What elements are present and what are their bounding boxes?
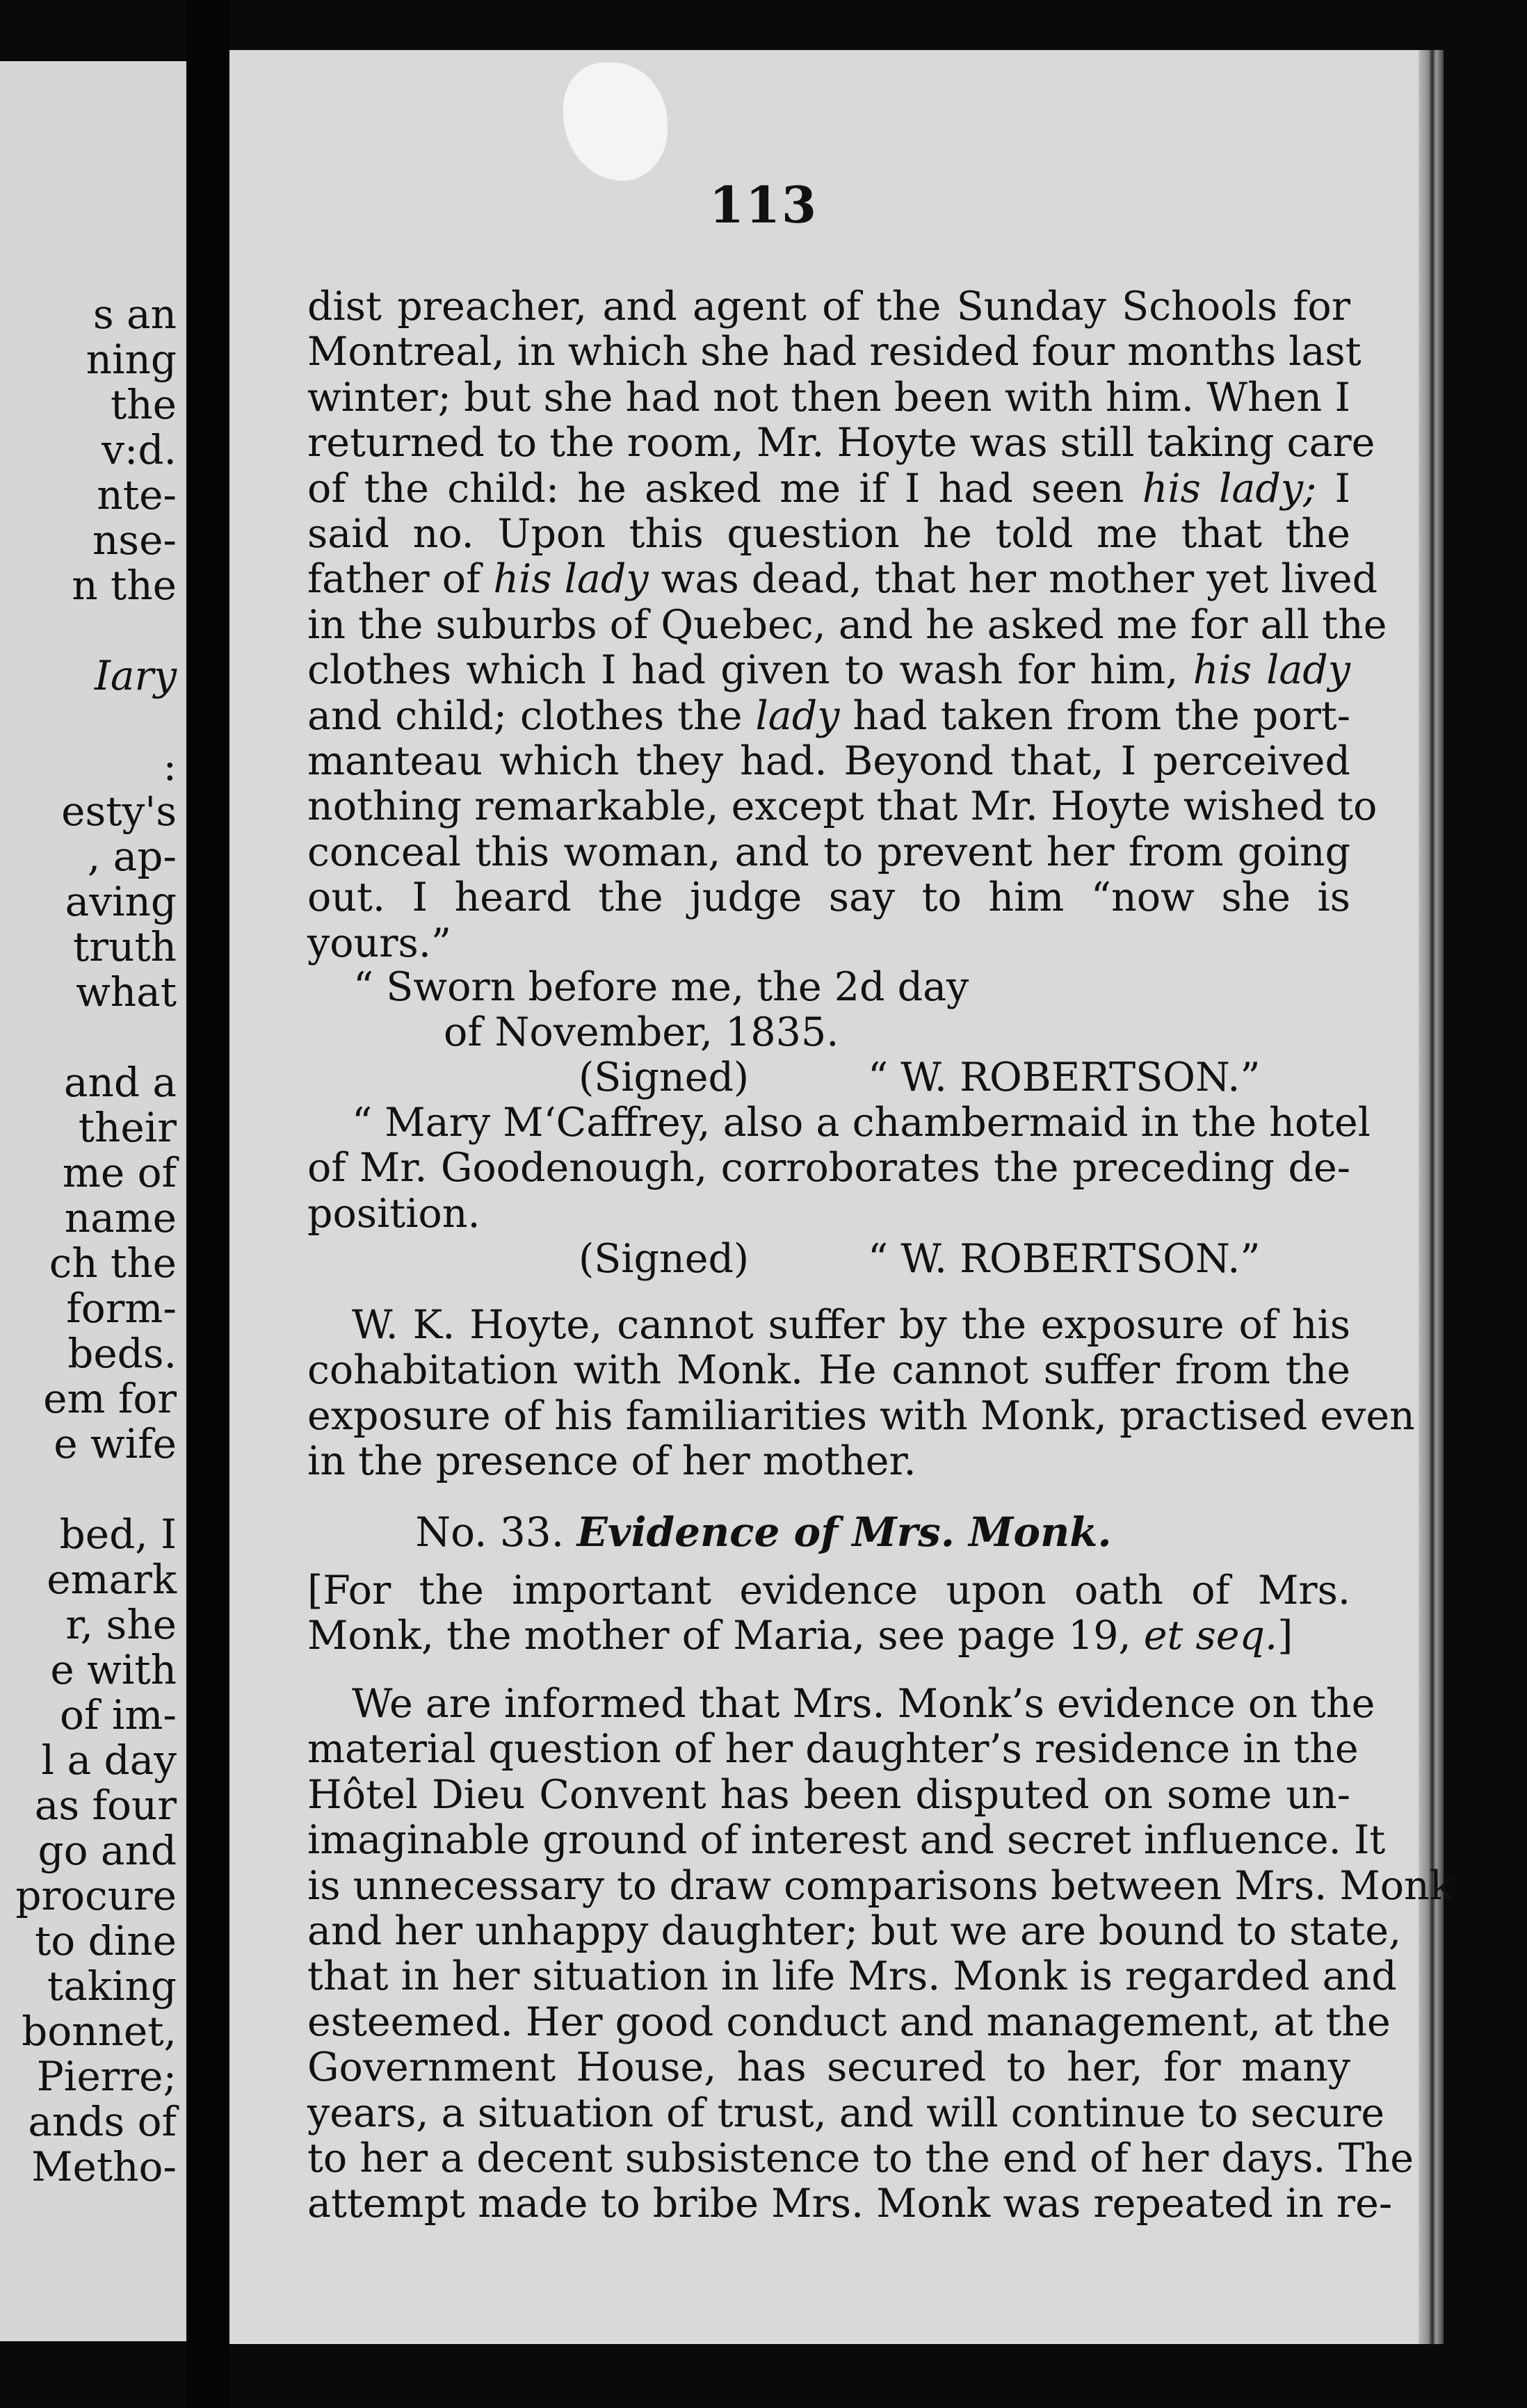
text-line	[307, 874, 1350, 920]
text-run: W. K. Hoyte, cannot suffer by the exposure of his	[352, 1302, 1350, 1348]
text-line	[307, 920, 1350, 966]
signed-label-2: (Signed)	[579, 1236, 750, 1282]
left-page-line: beds.	[67, 1330, 177, 1377]
text-line	[307, 829, 1350, 875]
text-run: of Mr. Goodenough, corroborates the preceding de-	[307, 1145, 1350, 1191]
text-line	[307, 1613, 1350, 1659]
text-run: conceal this woman, and to prevent her from going	[307, 829, 1350, 875]
text-line	[307, 647, 1350, 693]
text-line	[307, 1438, 1350, 1484]
left-page-line: form-	[66, 1285, 177, 1332]
left-page-line: Metho-	[31, 2143, 177, 2190]
text-line	[307, 738, 1350, 784]
text-line	[307, 466, 1350, 512]
text-run: nothing remarkable, except that Mr. Hoyte wished to	[307, 783, 1377, 830]
text-run: is unnecessary to draw comparisons between Mrs. Monk	[307, 1862, 1454, 1909]
left-page-line: nse-	[92, 516, 177, 564]
text-run: position.	[307, 1190, 480, 1237]
text-line	[307, 511, 1350, 557]
text-run: ]	[1277, 1613, 1293, 1659]
left-page-line: go and	[38, 1827, 177, 1874]
text-run: Monk, the mother of Maria, see page 19,	[307, 1613, 1144, 1659]
text-run: Montreal, in which she had resided four months last	[307, 329, 1362, 375]
text-line	[307, 1817, 1386, 1864]
text-line	[307, 2181, 1393, 2227]
text-run: winter; but she had not then been with him. When I	[307, 374, 1350, 421]
text-line	[307, 1908, 1402, 1954]
text-run: of the child: he asked me if I had seen	[307, 465, 1142, 512]
text-line	[307, 1191, 1350, 1237]
text-run: [For the important evidence upon oath of Mrs.	[307, 1568, 1350, 1613]
text-run: returned to the room, Mr. Hoyte was still taking care	[307, 420, 1375, 466]
left-page-line: and a	[63, 1059, 177, 1106]
left-page-line: esty's	[61, 788, 177, 835]
text-run: said no. Upon this question he told me that the	[307, 511, 1350, 557]
left-page-line: me of	[62, 1149, 177, 1196]
text-run: material question of her daughter’s residence in the	[307, 1726, 1359, 1773]
section-heading	[0, 1508, 1527, 1556]
text-line	[307, 1862, 1454, 1909]
text-run: in the presence of her mother.	[307, 1438, 916, 1485]
left-page-line: Pierre;	[36, 2053, 177, 2100]
page-edge	[1419, 50, 1444, 2344]
left-page-line: aving	[65, 878, 177, 925]
text-run: We are informed that Mrs. Monk’s evidence on the	[352, 1681, 1375, 1727]
text-line	[307, 1347, 1350, 1393]
text-run: father of	[307, 556, 494, 603]
text-run: imaginable ground of interest and secret influence. It	[307, 1817, 1386, 1864]
left-page-line: the	[111, 381, 177, 428]
text-run: “ Mary M‘Caffrey, also a chambermaid in the hotel	[352, 1100, 1371, 1146]
text-line	[307, 1772, 1350, 1818]
text-run: yours.”	[307, 920, 451, 966]
left-page-line: emark	[47, 1556, 177, 1603]
text-line	[307, 2136, 1414, 2181]
text-run: to her a decent subsistence to the end of her days. The	[307, 2136, 1414, 2181]
left-page-line: ning	[86, 336, 177, 383]
sworn-line-2: of November, 1835.	[444, 1009, 839, 1055]
text-run: was dead, that her mother yet lived	[648, 556, 1378, 603]
left-page-line: name	[64, 1194, 177, 1242]
text-run: dist preacher, and agent of the Sunday Schools for	[307, 284, 1350, 330]
left-page-line: e wife	[54, 1420, 177, 1467]
text-line	[307, 329, 1362, 375]
signature-robertson-1: “ W. ROBERTSON.”	[868, 1055, 1261, 1100]
left-page-line: em for	[43, 1375, 177, 1422]
text-run: in the suburbs of Quebec, and he asked me for all the	[307, 601, 1387, 648]
text-run: esteemed. Her good conduct and management, at the	[307, 1999, 1391, 2045]
left-page-line: nte-	[97, 471, 177, 519]
signed-label-1: (Signed)	[579, 1055, 750, 1100]
left-page-line: to dine	[34, 1917, 177, 1964]
left-page-line: of im-	[60, 1691, 177, 1739]
page-number: 113	[709, 175, 818, 234]
left-page-line: bonnet,	[22, 2008, 177, 2055]
italic-run: his lady	[1193, 647, 1350, 694]
previous-page-strip	[0, 61, 186, 2341]
left-page-line: l a day	[41, 1736, 177, 1784]
text-run: cohabitation with Monk. He cannot suffer from the	[307, 1347, 1350, 1394]
text-run: clothes which I had given to wash for him,	[307, 647, 1193, 694]
text-line	[307, 556, 1378, 603]
text-line	[307, 284, 1350, 330]
text-run: years, a situation of trust, and will continue to secure	[307, 2090, 1385, 2136]
italic-run: his lady	[493, 556, 649, 603]
left-page-line: as four	[34, 1782, 177, 1829]
text-line	[352, 1100, 1371, 1146]
left-page-line: taking	[47, 1962, 177, 2010]
italic-run: lady	[755, 692, 840, 739]
left-page-line: e with	[50, 1646, 177, 1693]
left-page-line: what	[76, 968, 177, 1016]
text-line	[307, 693, 1350, 739]
left-page-line: their	[78, 1104, 177, 1151]
left-page-line: Iary	[95, 652, 177, 699]
text-line	[352, 1302, 1350, 1348]
text-run: attempt made to bribe Mrs. Monk was repeated in re-	[307, 2181, 1393, 2227]
left-page-line: s an	[92, 291, 177, 338]
left-page-line: procure	[15, 1872, 177, 1919]
text-line	[307, 783, 1377, 830]
left-page-line: truth	[72, 923, 177, 970]
text-line	[352, 1681, 1375, 1727]
text-run: Government House, has secured to her, for many	[307, 2044, 1350, 2091]
left-page-line: ch the	[49, 1239, 177, 1287]
text-line	[307, 2044, 1350, 2090]
left-page-line: :	[163, 742, 177, 790]
text-run: had taken from the port-	[839, 692, 1350, 739]
left-page-line: r, she	[65, 1601, 177, 1648]
text-run: manteau which they had. Beyond that, I perceived	[307, 738, 1350, 784]
text-run: and child; clothes the	[307, 692, 756, 739]
text-line	[307, 1953, 1397, 2000]
text-line	[307, 2090, 1385, 2136]
left-page-line: bed, I	[59, 1511, 177, 1558]
text-line	[307, 1145, 1350, 1191]
text-line	[307, 420, 1375, 466]
text-run: exposure of his familiarities with Monk, practised even	[307, 1392, 1415, 1439]
text-run: and her unhappy daughter; but we are bound to state,	[307, 1908, 1402, 1954]
left-page-line: ands of	[28, 2098, 177, 2145]
text-run: that in her situation in life Mrs. Monk is regarded and	[307, 1953, 1397, 2000]
text-line	[307, 601, 1387, 648]
left-page-line: , ap-	[87, 833, 177, 880]
italic-run: et seq.	[1143, 1613, 1278, 1659]
signature-robertson-2: “ W. ROBERTSON.”	[868, 1236, 1261, 1282]
sworn-line-1: “ Sworn before me, the 2d day	[353, 964, 969, 1010]
text-line	[307, 1726, 1359, 1773]
heading-title: Evidence of Mrs. Monk.	[576, 1508, 1112, 1556]
text-run: Hôtel Dieu Convent has been disputed on some un-	[307, 1771, 1350, 1818]
text-line	[307, 1999, 1391, 2045]
book-gutter	[186, 0, 229, 2408]
text-line	[307, 375, 1350, 421]
left-page-line: v:d.	[102, 426, 177, 473]
text-run: out. I heard the judge say to him “now she is	[307, 874, 1350, 921]
text-line	[307, 1392, 1415, 1439]
italic-run: his lady;	[1142, 465, 1317, 512]
text-line	[307, 1568, 1350, 1613]
left-page-line: n the	[72, 562, 177, 609]
text-run: I	[1316, 465, 1350, 512]
heading-number: No. 33.	[415, 1508, 565, 1556]
